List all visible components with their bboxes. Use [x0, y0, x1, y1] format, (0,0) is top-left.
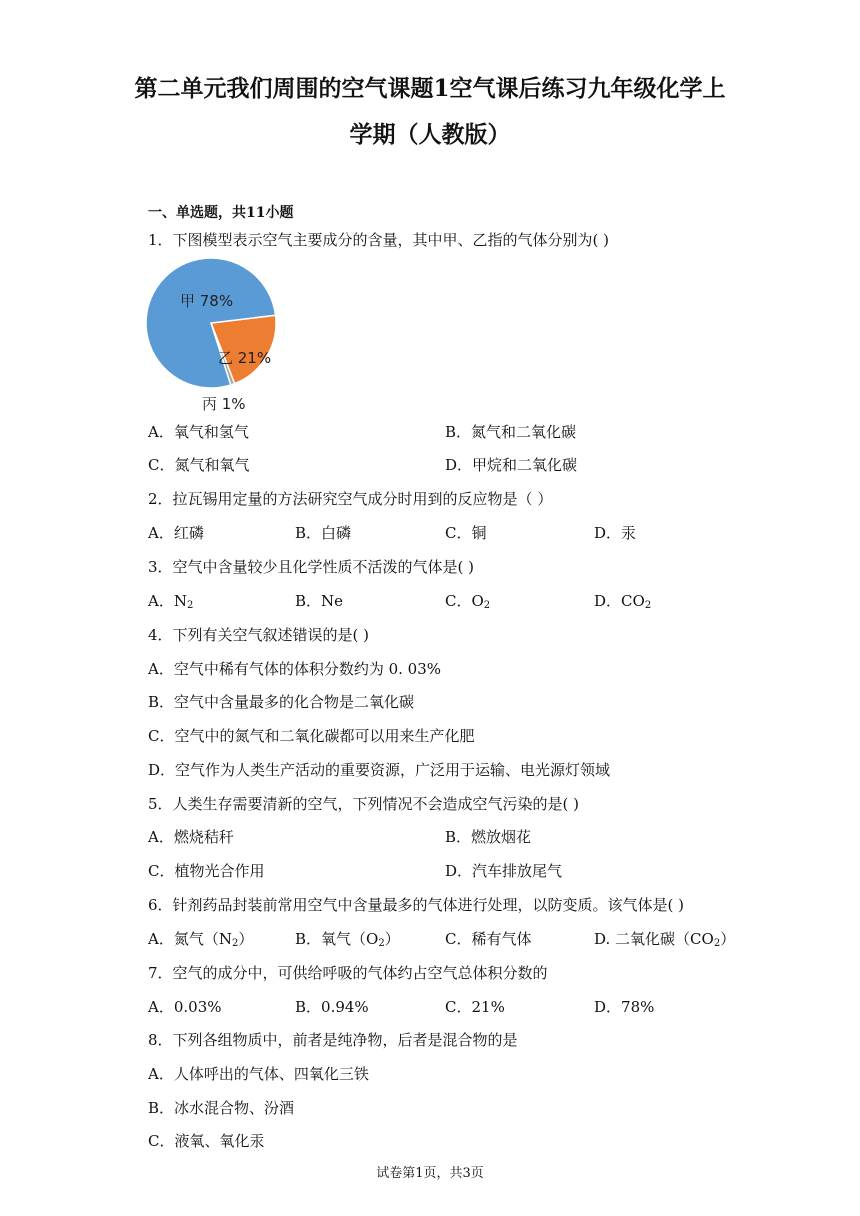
- question-2-option-d: D．汞: [594, 524, 637, 542]
- question-4-option-d: D．空气作为人类生产活动的重要资源，广泛用于运输、电光源灯领域: [148, 761, 611, 779]
- doc-title-line-1: 第二单元我们周围的空气课题1空气课后练习九年级化学上: [134, 75, 726, 102]
- pie-label-bing: 丙 1%: [202, 395, 246, 413]
- question-2-option-a: A．红磷: [148, 524, 204, 542]
- subscript: 2: [186, 600, 194, 611]
- option-text: D．CO: [594, 592, 645, 610]
- question-1-option-d: D．甲烷和二氧化碳: [445, 456, 578, 474]
- question-3-option-a: [148, 591, 193, 616]
- option-text: C．稀有气体: [445, 930, 532, 948]
- question-8-option-b: B．冰水混合物、汾酒: [148, 1099, 295, 1117]
- question-2-option-b: B．白磷: [295, 524, 352, 542]
- question-1-stem: 1．下图模型表示空气主要成分的含量，其中甲、乙指的气体分别为( ): [148, 231, 610, 249]
- option-text: B．Ne: [295, 592, 344, 610]
- question-7-option-c: C．21%: [445, 998, 505, 1016]
- question-7-stem: 7．空气的成分中，可供给呼吸的气体约占空气总体积分数的: [148, 964, 548, 982]
- question-7-option-a: A．0.03%: [148, 998, 222, 1016]
- question-1-option-a: A．氧气和氢气: [148, 423, 249, 441]
- subscript: 2: [713, 938, 721, 949]
- question-2-stem: 2．拉瓦锡用定量的方法研究空气成分时用到的反应物是（ ）: [148, 490, 553, 508]
- subscript: 2: [483, 600, 491, 611]
- question-1-option-b: B．氮气和二氧化碳: [445, 423, 577, 441]
- option-tail: ）: [238, 930, 254, 948]
- question-3-stem: 3．空气中含量较少且化学性质不活泼的气体是( ): [148, 558, 475, 576]
- pie-label-yi: 乙 21%: [218, 349, 272, 367]
- question-5-option-b: B．燃放烟花: [445, 828, 532, 846]
- question-5-option-c: C．植物光合作用: [148, 862, 265, 880]
- option-text: D. 二氧化碳（CO: [594, 930, 714, 948]
- option-text: B．氧气（O: [295, 930, 379, 948]
- doc-title-line-2: 学期（人教版）: [349, 121, 511, 148]
- pie-chart-svg: [140, 255, 290, 415]
- question-5-option-d: D．汽车排放尾气: [445, 862, 563, 880]
- pie-label-jia: 甲 78%: [180, 292, 234, 310]
- question-6-option-c: [445, 929, 531, 949]
- question-5-stem: 5．人类生存需要清新的空气，下列情况不会造成空气污染的是( ): [148, 795, 580, 813]
- option-text: A．氮气（N: [148, 930, 232, 948]
- question-6-stem: 6．针剂药品封装前常用空气中含量最多的气体进行处理，以防变质。该气体是( ): [148, 896, 685, 914]
- question-6-option-d: [594, 929, 735, 954]
- subscript: 2: [378, 938, 385, 949]
- question-4-stem: 4．下列有关空气叙述错误的是( ): [148, 626, 370, 644]
- question-5-option-a: A．燃烧秸秆: [148, 828, 234, 846]
- question-4-option-a: A．空气中稀有气体的体积分数约为 0. 03%: [148, 660, 442, 678]
- question-8-option-c: C．液氧、氧化汞: [148, 1132, 265, 1150]
- question-6-option-b: [295, 929, 400, 954]
- question-3-option-d: [594, 591, 651, 616]
- question-3-option-c: [445, 591, 490, 616]
- question-6-option-a: [148, 929, 253, 954]
- question-8-stem: 8．下列各组物质中，前者是纯净物，后者是混合物的是: [148, 1031, 518, 1049]
- question-2-option-c: C．铜: [445, 524, 487, 542]
- question-7-option-b: B．0.94%: [295, 998, 369, 1016]
- question-3-option-b: [295, 591, 343, 611]
- subscript: 2: [644, 600, 652, 611]
- question-7-option-d: D．78%: [594, 998, 655, 1016]
- question-4-option-b: B．空气中含量最多的化合物是二氧化碳: [148, 693, 415, 711]
- subscript: 2: [231, 938, 239, 949]
- question-1-option-c: C．氮气和氧气: [148, 456, 250, 474]
- option-tail: ）: [384, 930, 400, 948]
- section-header: 一、单选题，共11小题: [148, 205, 294, 221]
- question-8-option-a: A．人体呼出的气体、四氧化三铁: [148, 1065, 369, 1083]
- option-tail: ）: [720, 930, 736, 948]
- page-footer: 试卷第1页，共3页: [376, 1166, 484, 1181]
- option-text: C．O: [445, 592, 484, 610]
- pie-chart: [140, 255, 290, 415]
- question-4-option-c: C．空气中的氮气和二氧化碳都可以用来生产化肥: [148, 727, 475, 745]
- option-text: A．N: [148, 592, 187, 610]
